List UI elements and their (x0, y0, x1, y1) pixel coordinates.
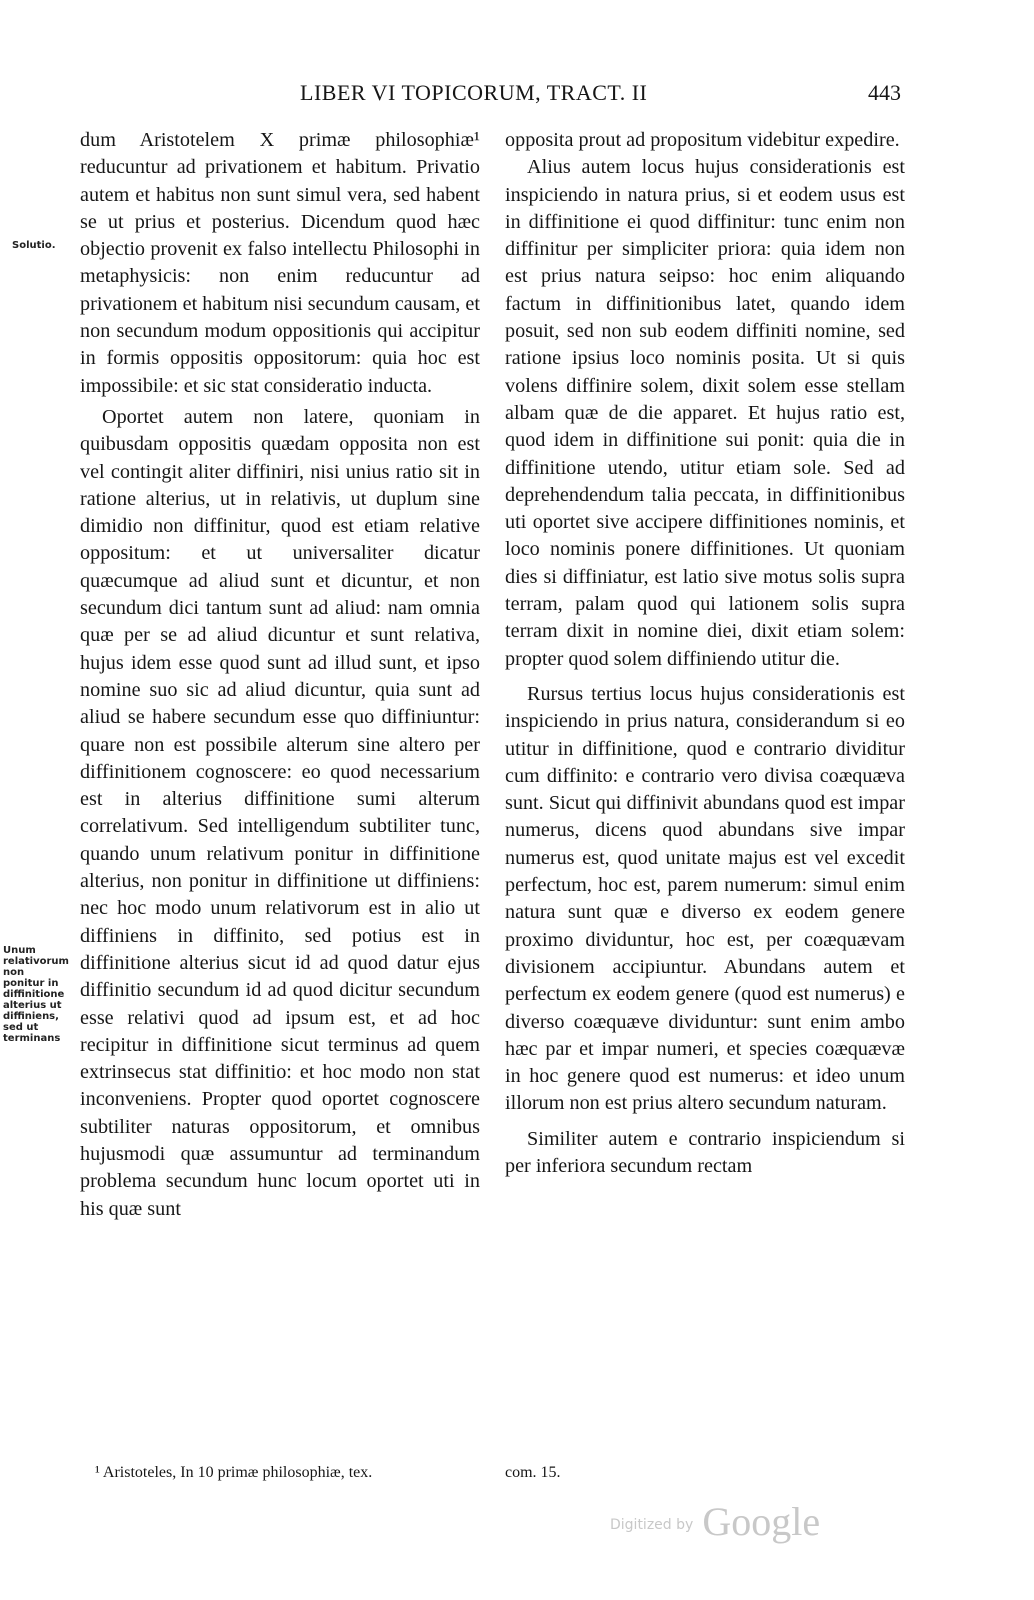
left-paragraph-1: dum Aristotelem X primæ philosophiæ¹ reducuntur ad privationem et habitum. Privatio autem et habitus non sunt simul vera, sed habent se ut prius et posterius. Dicendum quod hæc objectio provenit ex falso intellectu Philosophi in metaphysicis: non enim reducuntur ad privationem et habitum nisi secundum causam, et non secundum modum oppositionis qui accipitur in formis oppositis oppositorum: quia hoc est impossibile: et sic stat consideratio inducta. (80, 129, 480, 397)
right-paragraph-2: Alius autem locus hujus considerationis est inspiciendo in natura prius, si et eodem usus est in diffinitione ei quod diffinitur: tunc enim non diffinitur per simpliciter priora: quia idem non est prius natura seipso: hoc enim aliquando factum in diffinitionibus latet, quando idem posuit, sed non sub eodem diffiniti nomine, sed ratione ipsius loco nominis posita. Ut si quis volens diffinire solem, dixit solem esse stellam albam quæ de die apparet. Et hujus ratio est, quod idem in diffinitione sui ponit: quia die in diffinitione utendo, utitur etiam sole. Sed ad deprehendendum talia peccata, in diffinitionibus uti oportet sive accipere diffinitiones nominis, et loco nominis ponere diffinitiones. Ut quoniam dies si diffiniatur, est latio sive motus solis supra terram, palam quod qui lationem solis supra terram dixit in nomine diei, dixit etiam solem: propter quod solem diffiniendo utitur die. (505, 156, 905, 670)
page-number: 443 (868, 80, 901, 105)
left-paragraph-2: Oportet autem non latere, quoniam in quibusdam oppositis quædam opposita non est vel contingit aliter diffiniri, nisi unius ratio sit in ratione alterius, ut in relativis, ut duplum sine dimidio non diffinitur, quod est etiam relative oppositum: et ut universaliter dicatur quæcumque ad aliud sunt et dicuntur, et non secundum dici tantum sunt ad aliud: nam omnia quæ per se ad aliud dicuntur et sunt relativa, hujus idem esse quod sunt ad illud sunt, et ipso nomine suo sic ad aliud dicuntur, quia sunt ad aliud se habere secundum esse quo diffiniuntur: quare non est possibile alterum sine altero per diffinitionem cognoscere: eo quod necessarium est in alterius diffinitione sumi alterum correlativum. Sed intelligendum subtiliter tunc, quando unum relativum ponitur in diffinitione alterius, non ponitur in diffinitione ut diffiniens: nec hoc modo unum relativorum est in alio ut diffiniens in diffinito, sed potius est in diffinitione alterius sicut id ad quod datur ejus diffinitio secundum id ad quod dicitur secundum esse relativi quod ad ipsum est, et ad hoc recipitur in diffinitione sicut terminus ad quem extrinsecus stat diffinitio: et hoc modo non stat inconveniens. Propter quod oportet cognoscere subtiliter naturas oppositorum, et omnibus hujusmodi quæ assumuntur ad terminandum problema secundum hunc locum oportet uti in his quæ sunt (80, 405, 480, 1220)
right-paragraph-4: Similiter autem e contrario inspiciendum si per inferiora secundum rectam (505, 1127, 905, 1177)
margin-note-unum-relativorum: Unum relativorum non ponitur in diffinitione alterius ut diffiniens, sed ut terminans (3, 945, 69, 1044)
left-column (80, 127, 480, 1223)
footnote-citation: ¹ Aristoteles, In 10 primæ philosophiæ, tex. (95, 1464, 373, 1481)
right-column (505, 127, 905, 1180)
right-paragraph-3: Rursus tertius locus hujus considerationis est inspiciendo in prius natura, considerandum si eo utitur in diffinitione, quod e contrario dividitur cum diffinito: e contrario vero divisa coæquæva sunt. Sicut qui diffinivit abundans quod est impar numerus, dicens quod abundans sive impar numerus est, quod unitate majus est vel excedit perfectum, hoc est, parem numerum: simul enim natura sunt quæ e diverso ex eodem genere proximo dividuntur, hoc est, per coæquævam divisionem accipiuntur. Abundans autem et perfectum ex eodem genere (quod est numerus) e diverso coæquæve dividuntur: sunt enim ambo hæc par et impar numeri, et species coæquævæ in hoc genere quod est numerus: et ideo unum illorum non est prius altero secundum naturam. (505, 682, 905, 1115)
google-logo: Google (702, 1499, 821, 1544)
footnote (95, 1464, 815, 1482)
digitized-watermark (610, 1498, 820, 1545)
running-title: LIBER VI TOPICORUM, TRACT. II (300, 80, 648, 105)
margin-note-solutio: Solutio. (12, 240, 56, 251)
digitized-by-label: Digitized by (610, 1517, 694, 1533)
footnote-citation-continued: com. 15. (505, 1464, 561, 1481)
right-paragraph-1: opposita prout ad propositum videbitur expedire. (505, 129, 900, 151)
page-header (0, 80, 1034, 114)
